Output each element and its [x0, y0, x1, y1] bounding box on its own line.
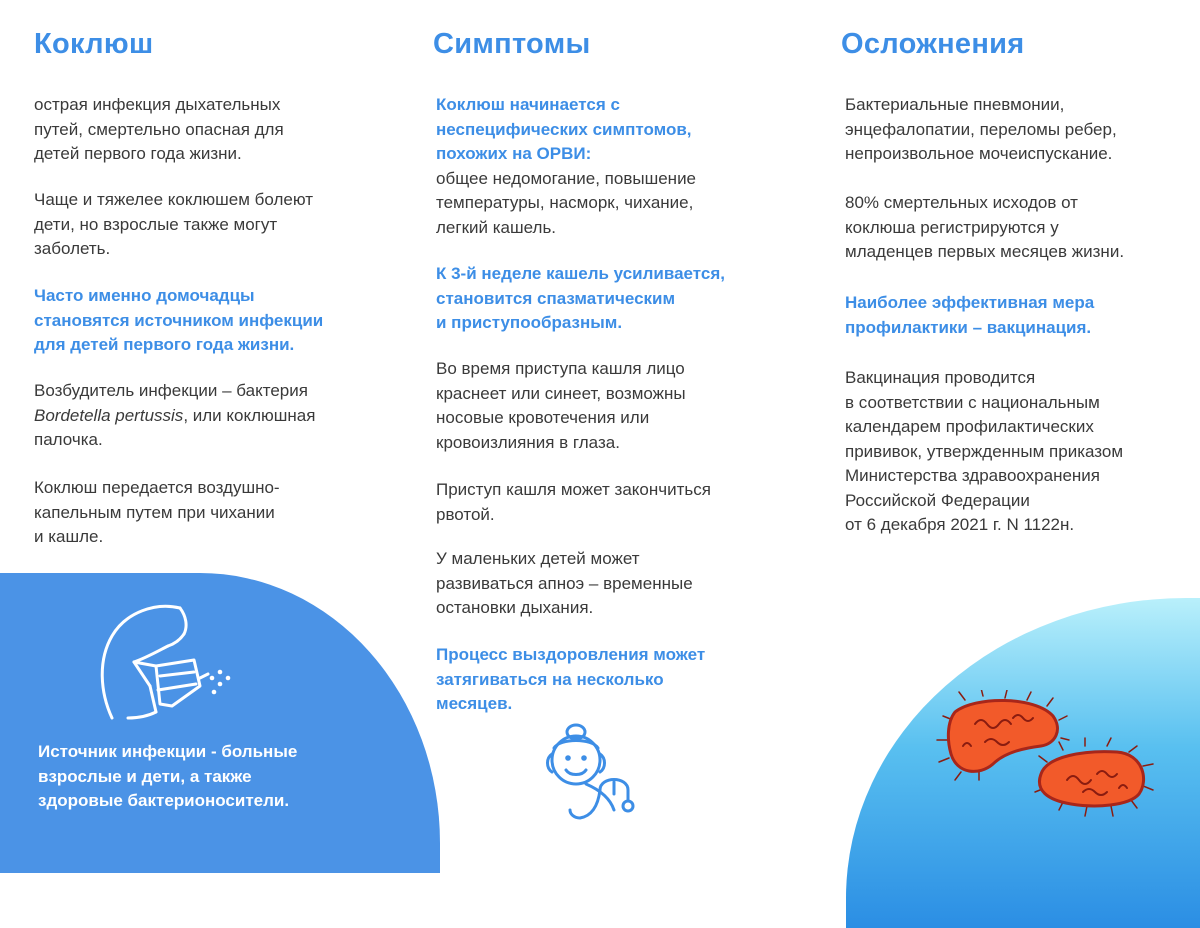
- complications-list: Бактериальные пневмонии, энцефалопатии, переломы ребер, непроизвольное мочеиспускание.: [845, 95, 1117, 163]
- symptoms-recovery: Процесс выздоровления может затягиваться на несколько месяцев.: [436, 645, 706, 713]
- pertussis-pathogen: [34, 379, 315, 453]
- person-with-mask-icon: [98, 600, 238, 725]
- symptoms-onset-list: общее недомогание, повышение температуры, насморк, чихание, легкий кашель.: [436, 168, 697, 237]
- pathogen-latin-name: Bordetella pertussis: [34, 405, 184, 425]
- pertussis-who-gets-sick: Чаще и тяжелее коклюшем болеют дети, но взрослые также могут заболеть.: [34, 190, 314, 258]
- symptoms-vomiting: Приступ кашля может закончиться рвотой.: [436, 480, 711, 524]
- pertussis-household-source: Часто именно домочадцы становятся источником инфекции для детей первого года жизни.: [34, 286, 324, 354]
- complications-mortality: 80% смертельных исходов от коклюша регистрируются у младенцев первых месяцев жизни.: [845, 193, 1125, 261]
- infection-source-caption: Источник инфекции - больные взрослые и дети, а также здоровые бактерионосители.: [38, 742, 298, 810]
- symptoms-onset-bold: Коклюш начинается с неспецифических симптомов, похожих на ОРВИ:: [436, 95, 692, 163]
- symptoms-onset: [436, 93, 696, 240]
- child-doctor-stethoscope-icon: [540, 720, 645, 825]
- symptoms-week3: К 3-й неделе кашель усиливается, становится спазматическим и приступообразным.: [436, 264, 725, 332]
- pathogen-text-b: , или коклюшная палочка.: [34, 405, 316, 449]
- symptoms-apnea: У маленьких детей может развиваться апноэ – временные остановки дыхания.: [436, 549, 693, 617]
- title-pertussis: Коклюш: [34, 28, 154, 60]
- pertussis-transmission: Коклюш передается воздушно- капельным путем при чихании и кашле.: [34, 478, 280, 546]
- complications-prevention: Наиболее эффективная мера профилактики – вакцинация.: [845, 293, 1095, 337]
- pertussis-definition: острая инфекция дыхательных путей, смертельно опасная для детей первого года жизни.: [34, 95, 284, 163]
- pertussis-bacteria-icon: [935, 690, 1160, 820]
- title-complications: Осложнения: [841, 28, 1025, 60]
- symptoms-attack: Во время приступа кашля лицо краснеет или синеет, возможны носовые кровотечения или кровоизлияния в глаза.: [436, 359, 686, 452]
- pathogen-text-a: Возбудитель инфекции – бактерия: [34, 381, 308, 400]
- title-symptoms: Симптомы: [433, 28, 591, 60]
- complications-vaccination: Вакцинация проводится в соответствии с национальным календарем профилактических прививок, утвержденным приказом Министерства здравоохранения Российской Федерации от 6 декабря 2021 г. N 1122н.: [845, 368, 1124, 534]
